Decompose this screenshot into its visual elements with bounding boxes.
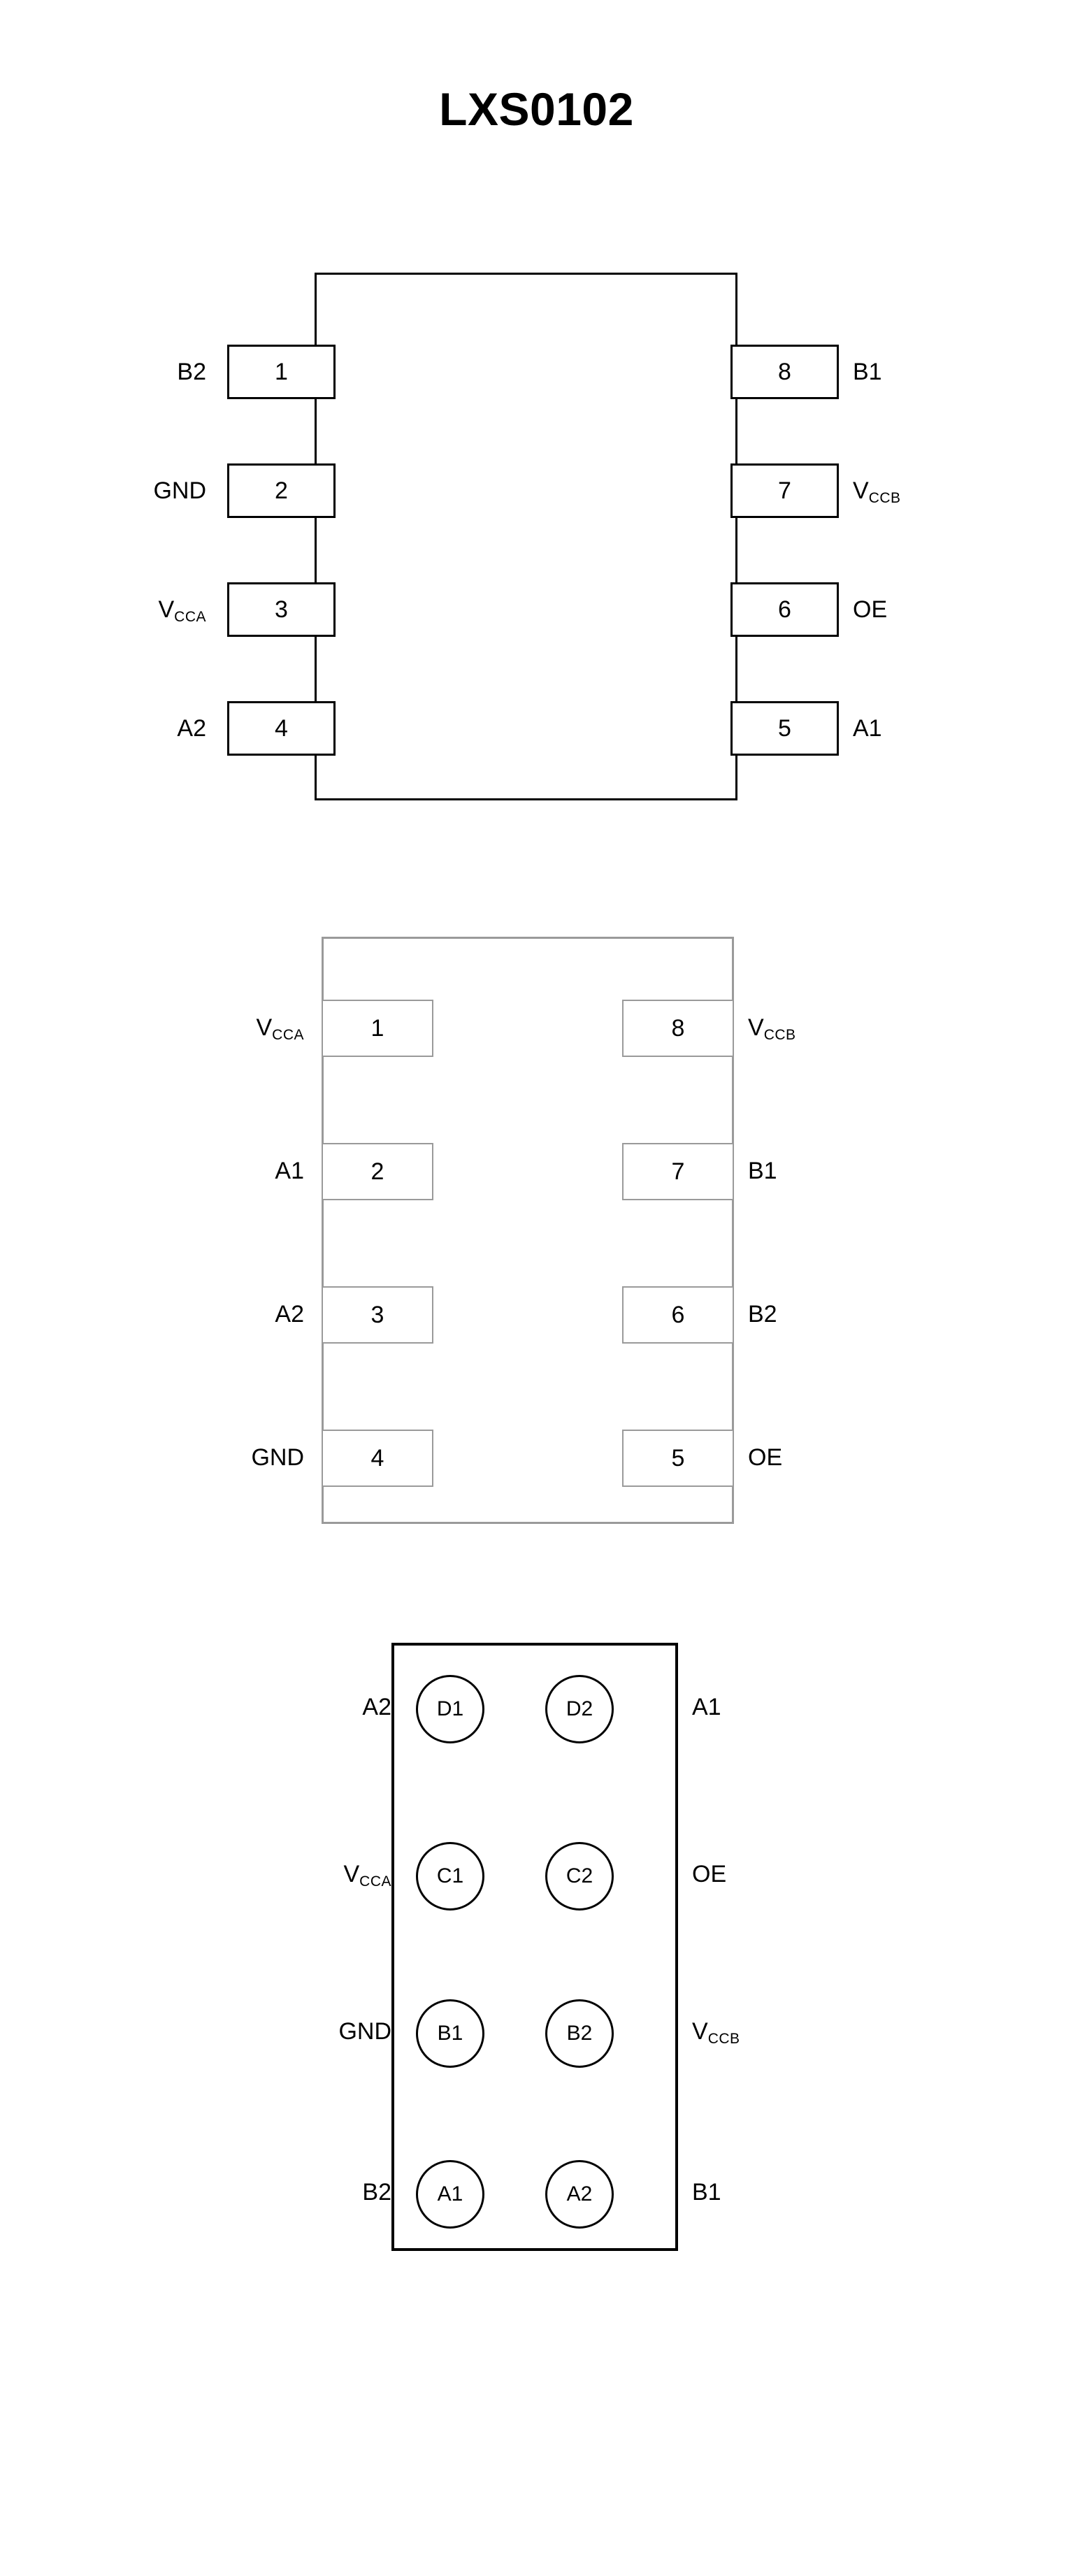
soic-pin-2-label: GND xyxy=(153,477,206,504)
bga-ball-c1[interactable]: C1 xyxy=(416,1842,484,1911)
soic-pin-6[interactable]: 6 xyxy=(730,582,839,637)
soic-pin-5-label: A1 xyxy=(853,715,882,742)
soic-pin-7[interactable]: 7 xyxy=(730,463,839,518)
vqfn-pin-7-label: B1 xyxy=(748,1158,777,1184)
soic-package-body xyxy=(315,273,737,800)
soic-pin-2[interactable]: 2 xyxy=(227,463,336,518)
bga-ball-d1-label: A2 xyxy=(362,1694,391,1720)
vqfn-pin-2[interactable]: 2 xyxy=(322,1143,433,1200)
bga-ball-c2-label: OE xyxy=(692,1861,727,1887)
soic-pin-3-label: VCCA xyxy=(158,596,206,625)
soic-pin-4[interactable]: 4 xyxy=(227,701,336,756)
bga-ball-b1[interactable]: B1 xyxy=(416,1999,484,2068)
vqfn-pin-4[interactable]: 4 xyxy=(322,1430,433,1487)
vqfn-pin-6-label: B2 xyxy=(748,1301,777,1327)
bga-ball-a2-label: B1 xyxy=(692,2179,721,2206)
bga-ball-d2-label: A1 xyxy=(692,1694,721,1720)
soic-pin-5[interactable]: 5 xyxy=(730,701,839,756)
page-title: LXS0102 xyxy=(439,83,634,135)
soic-pin-3[interactable]: 3 xyxy=(227,582,336,637)
bga-ball-c2[interactable]: C2 xyxy=(545,1842,614,1911)
vqfn-pin-8-label: VCCB xyxy=(748,1014,796,1043)
vqfn-pin-4-label: GND xyxy=(251,1444,304,1471)
vqfn-pin-7[interactable]: 7 xyxy=(622,1143,734,1200)
vqfn-pin-3-label: A2 xyxy=(275,1301,304,1327)
bga-ball-a1-label: B2 xyxy=(362,2179,391,2206)
bga-ball-d2[interactable]: D2 xyxy=(545,1675,614,1743)
vqfn-pin-2-label: A1 xyxy=(275,1158,304,1184)
vqfn-pin-1[interactable]: 1 xyxy=(322,1000,433,1057)
bga-ball-b1-label: GND xyxy=(338,2018,391,2045)
soic-pin-7-label: VCCB xyxy=(853,477,901,506)
bga-ball-b2[interactable]: B2 xyxy=(545,1999,614,2068)
vqfn-pin-6[interactable]: 6 xyxy=(622,1286,734,1344)
vqfn-pin-1-label: VCCA xyxy=(256,1014,304,1043)
vqfn-pin-5-label: OE xyxy=(748,1444,783,1471)
bga-package-diagram xyxy=(231,1629,846,2258)
soic-pin-4-label: A2 xyxy=(177,715,206,742)
bga-ball-b2-label: VCCB xyxy=(692,2018,740,2047)
bga-ball-a2[interactable]: A2 xyxy=(545,2160,614,2229)
vqfn-pin-8[interactable]: 8 xyxy=(622,1000,734,1057)
bga-ball-a1[interactable]: A1 xyxy=(416,2160,484,2229)
bga-ball-c1-label: VCCA xyxy=(343,1861,391,1890)
bga-ball-d1[interactable]: D1 xyxy=(416,1675,484,1743)
vqfn-pin-3[interactable]: 3 xyxy=(322,1286,433,1344)
soic-pin-1[interactable]: 1 xyxy=(227,345,336,399)
soic-pin-8[interactable]: 8 xyxy=(730,345,839,399)
soic-pin-8-label: B1 xyxy=(853,359,882,385)
vqfn-pin-5[interactable]: 5 xyxy=(622,1430,734,1487)
vqfn-package-diagram xyxy=(171,912,902,1527)
soic-pin-6-label: OE xyxy=(853,596,888,623)
soic-pin-1-label: B2 xyxy=(177,359,206,385)
soic-package-diagram xyxy=(59,241,1014,832)
